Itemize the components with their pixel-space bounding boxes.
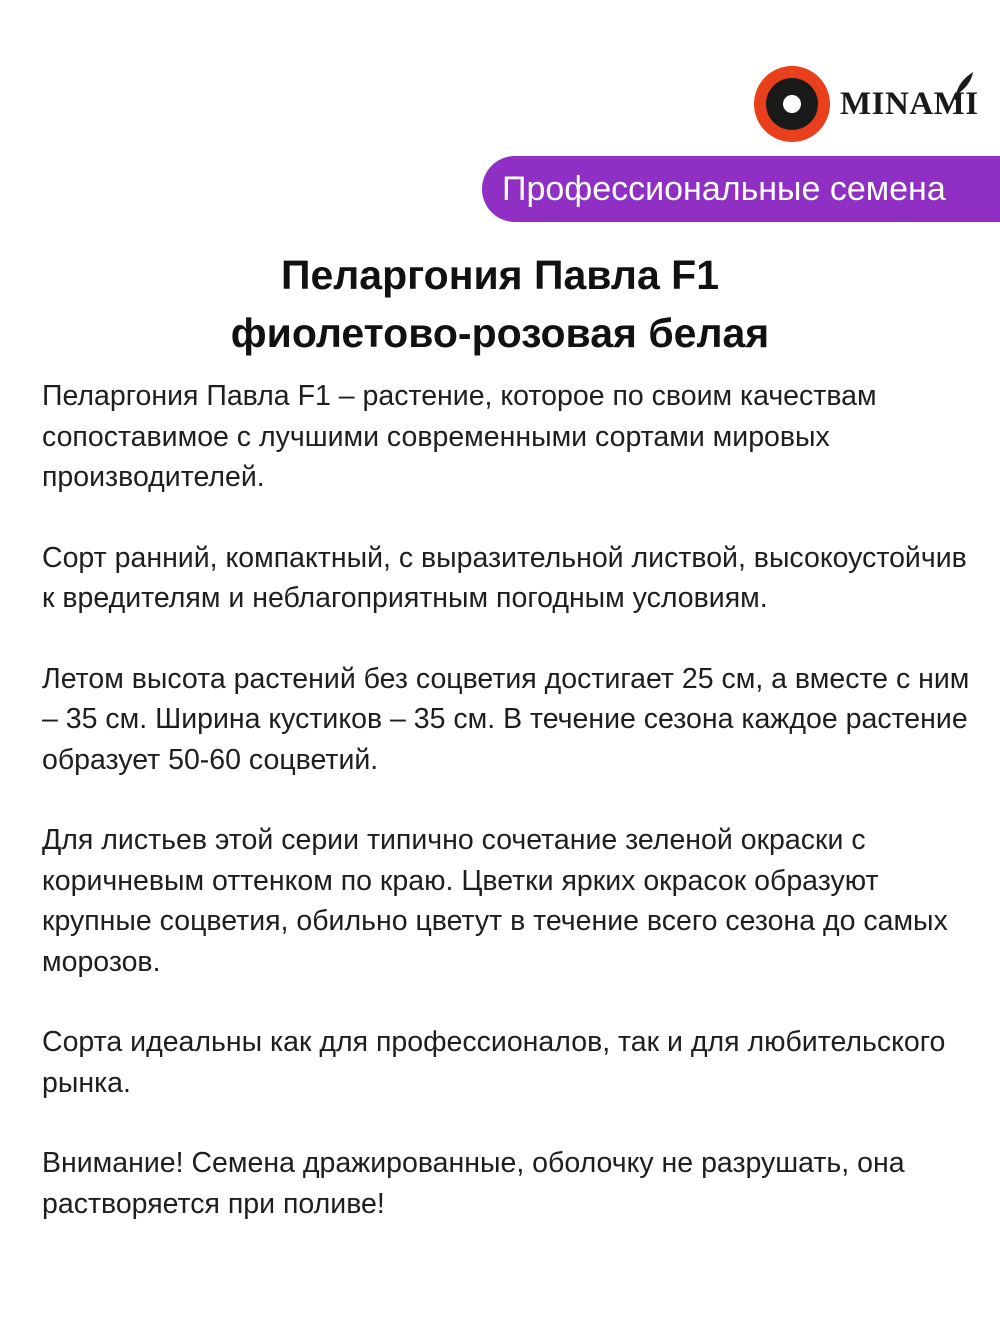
title-line-1: Пеларгония Павла F1 (280, 252, 720, 298)
paragraph-warning: Внимание! Семена дражированные, оболочку не разрушать, она растворяется при поливе! (42, 1147, 905, 1220)
paragraph-market: Сорта идеальны как для профессионалов, так и для любительского рынка. (42, 1026, 946, 1099)
paragraph-variety: Сорт ранний, компактный, с выразительной листвой, высокоустойчив к вредителям и неблагоприятным погодным условиям. (42, 541, 967, 614)
brand-name: MINAMI (840, 86, 979, 122)
page-title (0, 246, 1000, 362)
paragraph-size: Летом высота растений без соцветия достигает 25 см, а вместе с ним – 35 см. Ширина кустиков – 35 см. В течение сезона каждое растение образует 50-60 соцветий. (42, 662, 970, 776)
brand-logo (752, 64, 982, 144)
description-body (42, 376, 982, 1264)
professional-seeds-banner: Профессиональные семена (482, 156, 1000, 222)
minami-logo-icon (752, 64, 832, 144)
title-line-2: фиолетово-розовая белая (230, 310, 770, 356)
paragraph-intro: Пеларгония Павла F1 – растение, которое по своим качествам сопоставимое с лучшими современными сортами мировых производителей. (42, 380, 877, 493)
leaf-icon (952, 72, 974, 100)
paragraph-leaves: Для листьев этой серии типично сочетание зеленой окраски с коричневым оттенком по краю. Цветки ярких окрасок образуют крупные соцветия, обильно цветут в течение всего сезона до самых морозов. (42, 824, 948, 978)
